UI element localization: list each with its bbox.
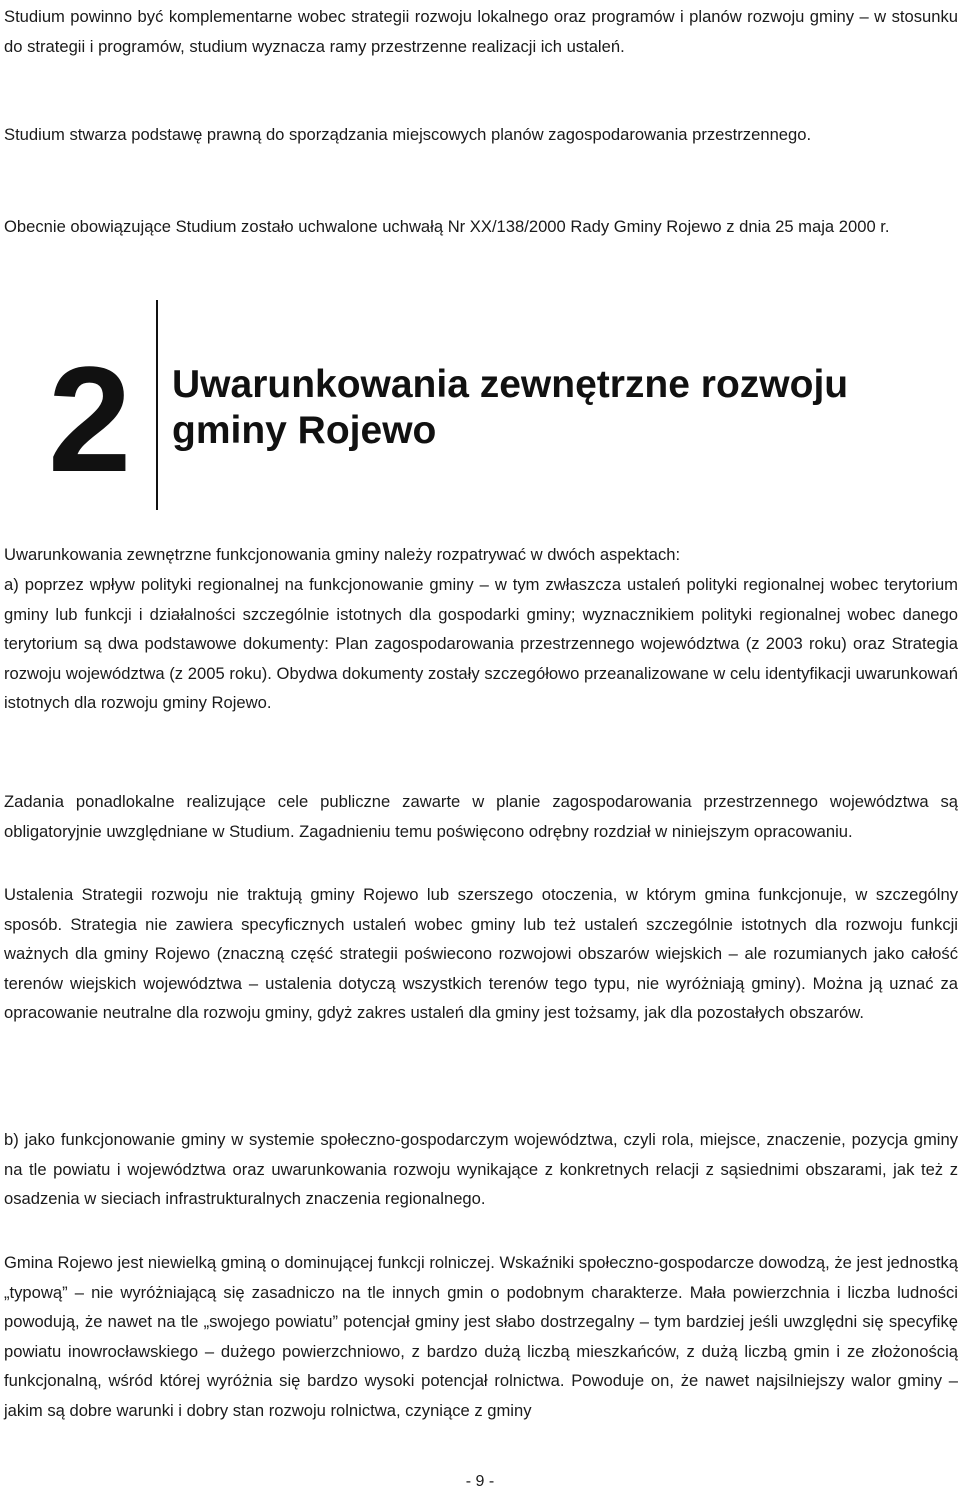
page-number: - 9 - [465,1473,495,1490]
paragraph-studium-complementary: Studium powinno być komplementarne wobec strategii rozwoju lokalnego oraz programów i planów rozwoju gminy – w stosunku do strategii i programów, studium wyznacza ramy przestrzenne realizacji ich ustaleń. [4,7,958,56]
chapter-heading [0,300,960,510]
chapter-number: 2 [48,335,128,503]
paragraph-studium-resolution: Obecnie obowiązujące Studium zostało uchwalone uchwałą Nr XX/138/2000 Rady Gminy Rojewo z dnia 25 maja 2000 r. [4,217,890,236]
chapter-title: Uwarunkowania zewnętrzne rozwoju gminy Rojewo [172,363,849,452]
paragraph-external-conditions-intro: Uwarunkowania zewnętrzne funkcjonowania gminy należy rozpatrywać w dwóch aspektach: [4,545,681,564]
paragraph-aspect-b: b) jako funkcjonowanie gminy w systemie społeczno-gospodarczym województwa, czyli rola, miejsce, znaczenie, pozycja gminy na tle powiatu i województwa oraz uwarunkowania rozwoju wynikające z konkretnych relacji z sąsiednimi obszarami, jak też z osadzenia w sieciach infrastrukturalnych znaczenia regionalnego. [4,1130,958,1208]
paragraph-regional-tasks: Zadania ponadlokalne realizujące cele publiczne zawarte w planie zagospodarowania przestrzennego województwa są obligatoryjnie uwzględniane w Studium. Zagadnieniu temu poświęcono odrębny rozdział w niniejszym opracowaniu. [4,792,958,841]
paragraph-gmina-profile: Gmina Rojewo jest niewielką gminą o dominującej funkcji rolniczej. Wskaźniki społeczno-gospodarcze dowodzą, że jest jednostką „typową” – nie wyróżniającą się zasadniczo na tle innych gmin o podobnym charakterze. Mała powierzchnia i liczba ludności powodują, że nawet na tle „swojego powiatu” potencjał gminy jest słabo dostrzegalny – tym bardziej jeśli uwzględni się specyfikę powiatu inowrocławskiego – dużego powierzchniowo, z bardzo dużą liczbą mieszkańców, z dużą liczbą gmin i ze złożonością funkcjonalną, wśród której wyróżnia się bardzo wysoki potencjał rolnictwa. Powoduje on, że nawet najsilniejszy walor gminy – jakim są dobre warunki i dobry stan rozwoju rolnictwa, czyniące z gminy [4,1253,958,1420]
paragraph-studium-legal-basis: Studium stwarza podstawę prawną do sporządzania miejscowych planów zagospodarowania przestrzennego. [4,125,812,144]
paragraph-aspect-a: a) poprzez wpływ polityki regionalnej na funkcjonowanie gminy – w tym zwłaszcza ustaleń polityki regionalnej wobec terytorium gminy lub funkcji i działalności szczególnie istotnych dla gospodarki gminy; wyznacznikiem polityki regionalnej wobec danego terytorium są dwa podstawowe dokumenty: Plan zagospodarowania przestrzennego województwa (z 2003 roku) oraz Strategia rozwoju województwa (z 2005 roku). Obydwa dokumenty zostały szczegółowo przeanalizowane w celu identyfikacji uwarunkowań istotnych dla rozwoju gminy Rojewo. [4,575,958,712]
chapter-divider [156,300,158,510]
paragraph-strategy-findings: Ustalenia Strategii rozwoju nie traktują gminy Rojewo lub szerszego otoczenia, w którym gmina funkcjonuje, w szczególny sposób. Strategia nie zawiera specyficznych ustaleń wobec gminy lub też ustaleń szczególnie istotnych dla rozwoju funkcji ważnych dla gminy Rojewo (znaczną część strategii poświecono rozwojowi obszarów wiejskich – ale rozumianych jako całość terenów wiejskich województwa – ustalenia dotyczą wszystkich terenów tego typu, nie wyróżniają gminy). Można ją uznać za opracowanie neutralne dla rozwoju gminy, gdyż zakres ustaleń dla gminy jest tożsamy, jak dla pozostałych obszarów. [4,885,958,1022]
